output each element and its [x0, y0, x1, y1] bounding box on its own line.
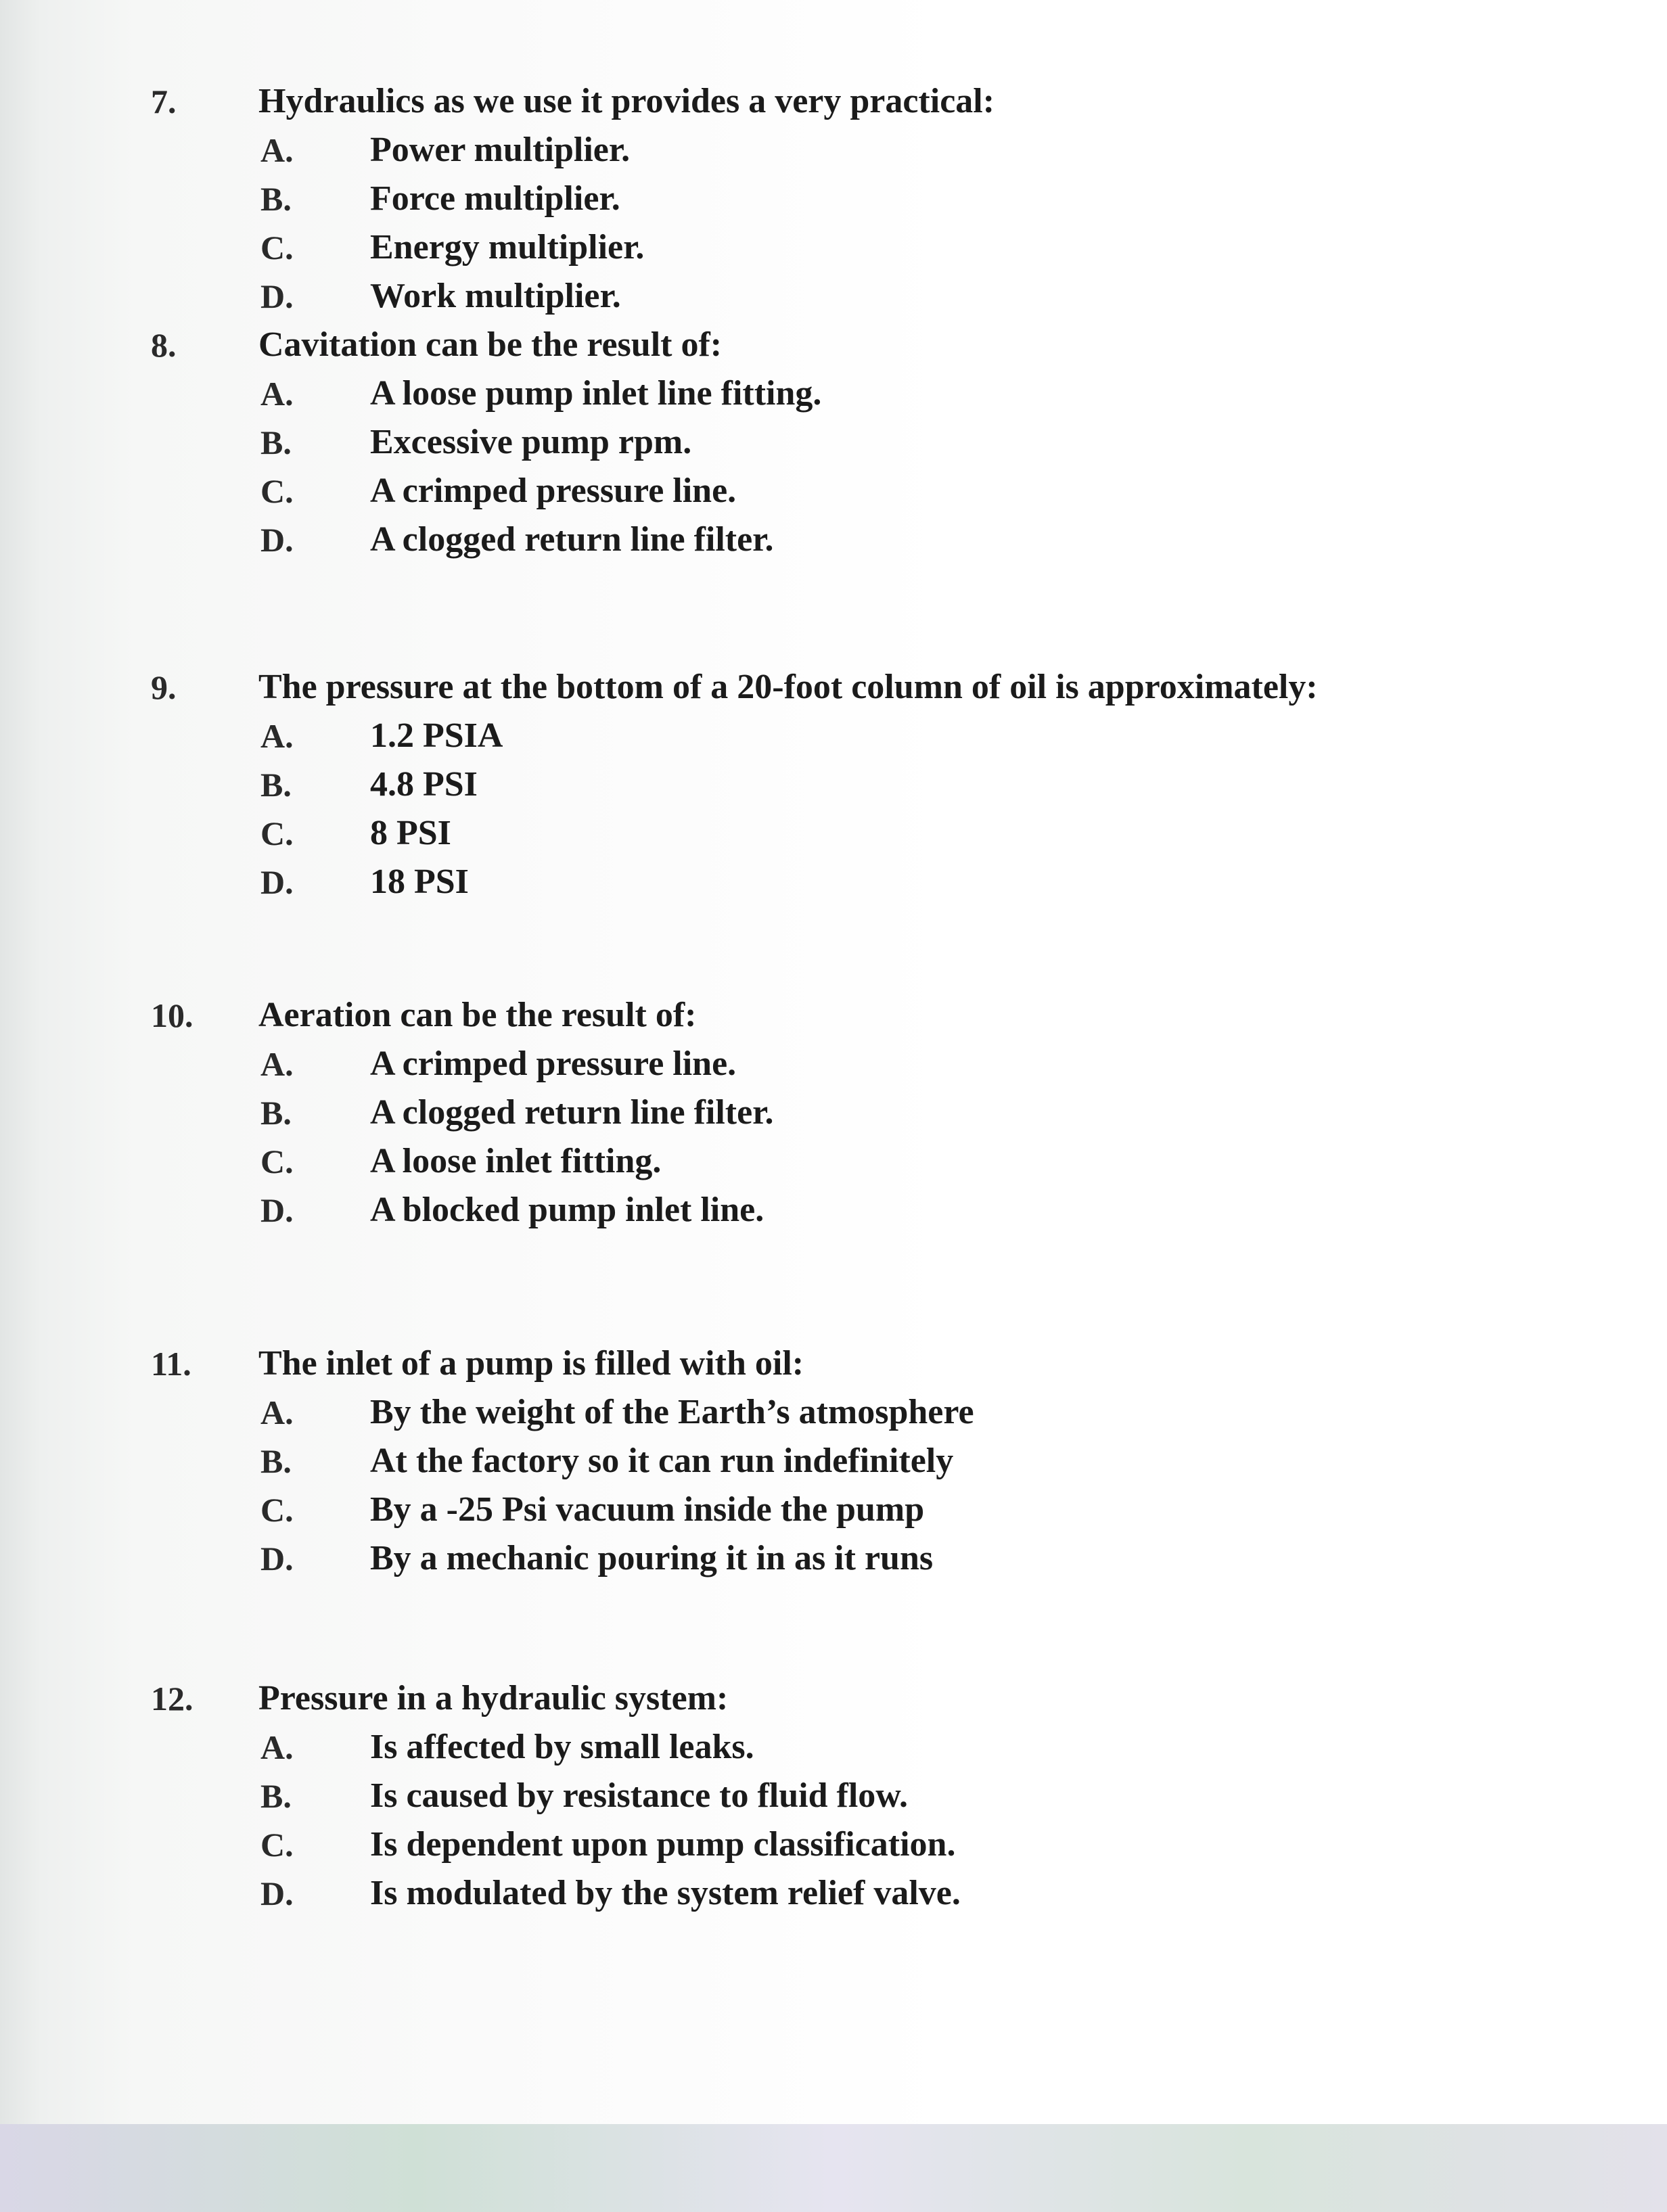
answer-choices — [64, 126, 1586, 321]
answer-choices — [64, 369, 1586, 564]
choice-a[interactable] — [64, 1040, 1586, 1088]
question-11 — [64, 1339, 1586, 1583]
question-header — [64, 663, 1586, 712]
screen-bottom-edge — [0, 2124, 1667, 2212]
choice-letter: B. — [260, 180, 292, 218]
choice-b[interactable] — [64, 760, 1586, 809]
choice-b[interactable] — [64, 1437, 1586, 1485]
question-number: 7. — [151, 83, 177, 120]
choice-text: A crimped pressure line. — [370, 1044, 737, 1083]
choice-text: A blocked pump inlet line. — [370, 1191, 764, 1229]
question-stem: Aeration can be the result of: — [258, 996, 697, 1034]
choice-letter: A. — [260, 1728, 294, 1766]
question-stem: The inlet of a pump is filled with oil: — [258, 1344, 804, 1383]
choice-text: 8 PSI — [370, 814, 451, 852]
choice-b[interactable] — [64, 175, 1586, 223]
choice-text: By the weight of the Earth’s atmosphere — [370, 1393, 974, 1431]
choice-text: At the factory so it can run indefinitely — [370, 1442, 954, 1480]
choice-text: Is caused by resistance to fluid flow. — [370, 1776, 908, 1815]
choice-d[interactable] — [64, 1186, 1586, 1235]
choice-letter: B. — [260, 766, 292, 804]
question-stem: Pressure in a hydraulic system: — [258, 1679, 729, 1718]
choice-letter: C. — [260, 229, 294, 267]
choice-letter: D. — [260, 521, 294, 559]
choice-text: By a -25 Psi vacuum inside the pump — [370, 1490, 925, 1529]
choice-d[interactable] — [64, 272, 1586, 321]
choice-c[interactable] — [64, 1485, 1586, 1534]
choice-text: 4.8 PSI — [370, 765, 478, 804]
question-number: 11. — [151, 1345, 191, 1383]
choice-d[interactable] — [64, 1869, 1586, 1918]
choice-text: Is affected by small leaks. — [370, 1728, 754, 1766]
choice-letter: A. — [260, 1045, 294, 1083]
question-10 — [64, 991, 1586, 1235]
choice-a[interactable] — [64, 1723, 1586, 1772]
choice-letter: D. — [260, 1874, 294, 1912]
choice-c[interactable] — [64, 223, 1586, 272]
choice-letter: D. — [260, 1191, 294, 1229]
choice-letter: D. — [260, 277, 294, 315]
question-header — [64, 77, 1586, 126]
choice-text: Is modulated by the system relief valve. — [370, 1874, 961, 1912]
choice-c[interactable] — [64, 809, 1586, 858]
choice-letter: D. — [260, 863, 294, 901]
question-number: 12. — [151, 1680, 193, 1718]
choice-text: 18 PSI — [370, 862, 469, 901]
choice-letter: B. — [260, 1442, 292, 1480]
choice-text: Energy multiplier. — [370, 228, 645, 267]
question-stem: Cavitation can be the result of: — [258, 325, 723, 364]
choice-b[interactable] — [64, 418, 1586, 467]
choice-text: A clogged return line filter. — [370, 520, 774, 559]
choice-letter: D. — [260, 1540, 294, 1577]
choice-text: 1.2 PSIA — [370, 716, 503, 755]
choice-c[interactable] — [64, 467, 1586, 515]
choice-text: By a mechanic pouring it in as it runs — [370, 1539, 934, 1577]
choice-d[interactable] — [64, 858, 1586, 906]
question-header — [64, 1339, 1586, 1388]
question-header — [64, 991, 1586, 1040]
question-12 — [64, 1674, 1586, 1918]
choice-letter: C. — [260, 1143, 294, 1180]
choice-text: A crimped pressure line. — [370, 471, 737, 510]
question-stem: Hydraulics as we use it provides a very practical: — [258, 82, 995, 120]
choice-a[interactable] — [64, 712, 1586, 760]
question-stem: The pressure at the bottom of a 20-foot column of oil is approximately: — [258, 668, 1318, 706]
choice-text: Power multiplier. — [370, 131, 631, 169]
choice-text: Force multiplier. — [370, 179, 620, 218]
choice-a[interactable] — [64, 126, 1586, 175]
question-header — [64, 1674, 1586, 1723]
choice-text: Is dependent upon pump classification. — [370, 1825, 956, 1864]
choice-b[interactable] — [64, 1772, 1586, 1820]
question-7 — [64, 77, 1586, 321]
choice-letter: B. — [260, 1777, 292, 1815]
choice-d[interactable] — [64, 1534, 1586, 1583]
question-8 — [64, 321, 1586, 564]
choice-letter: C. — [260, 1491, 294, 1529]
choice-a[interactable] — [64, 1388, 1586, 1437]
choice-b[interactable] — [64, 1088, 1586, 1137]
choice-letter: C. — [260, 1826, 294, 1864]
question-number: 9. — [151, 668, 177, 706]
question-number: 8. — [151, 326, 177, 364]
choice-letter: C. — [260, 814, 294, 852]
answer-choices — [64, 1388, 1586, 1583]
question-header — [64, 321, 1586, 369]
choice-text: Work multiplier. — [370, 277, 621, 315]
choice-text: A clogged return line filter. — [370, 1093, 774, 1132]
choice-d[interactable] — [64, 515, 1586, 564]
choice-text: A loose inlet fitting. — [370, 1142, 662, 1180]
question-9 — [64, 663, 1586, 906]
choice-a[interactable] — [64, 369, 1586, 418]
choice-c[interactable] — [64, 1137, 1586, 1186]
quiz-document — [64, 54, 1667, 2126]
choice-text: Excessive pump rpm. — [370, 423, 692, 461]
question-number: 10. — [151, 996, 193, 1034]
answer-choices — [64, 1040, 1586, 1235]
choice-c[interactable] — [64, 1820, 1586, 1869]
choice-letter: A. — [260, 717, 294, 755]
choice-text: A loose pump inlet line fitting. — [370, 374, 822, 413]
choice-letter: C. — [260, 472, 294, 510]
choice-letter: A. — [260, 131, 294, 169]
answer-choices — [64, 712, 1586, 906]
choice-letter: B. — [260, 1094, 292, 1132]
answer-choices — [64, 1723, 1586, 1918]
choice-letter: B. — [260, 423, 292, 461]
choice-letter: A. — [260, 1393, 294, 1431]
choice-letter: A. — [260, 375, 294, 413]
